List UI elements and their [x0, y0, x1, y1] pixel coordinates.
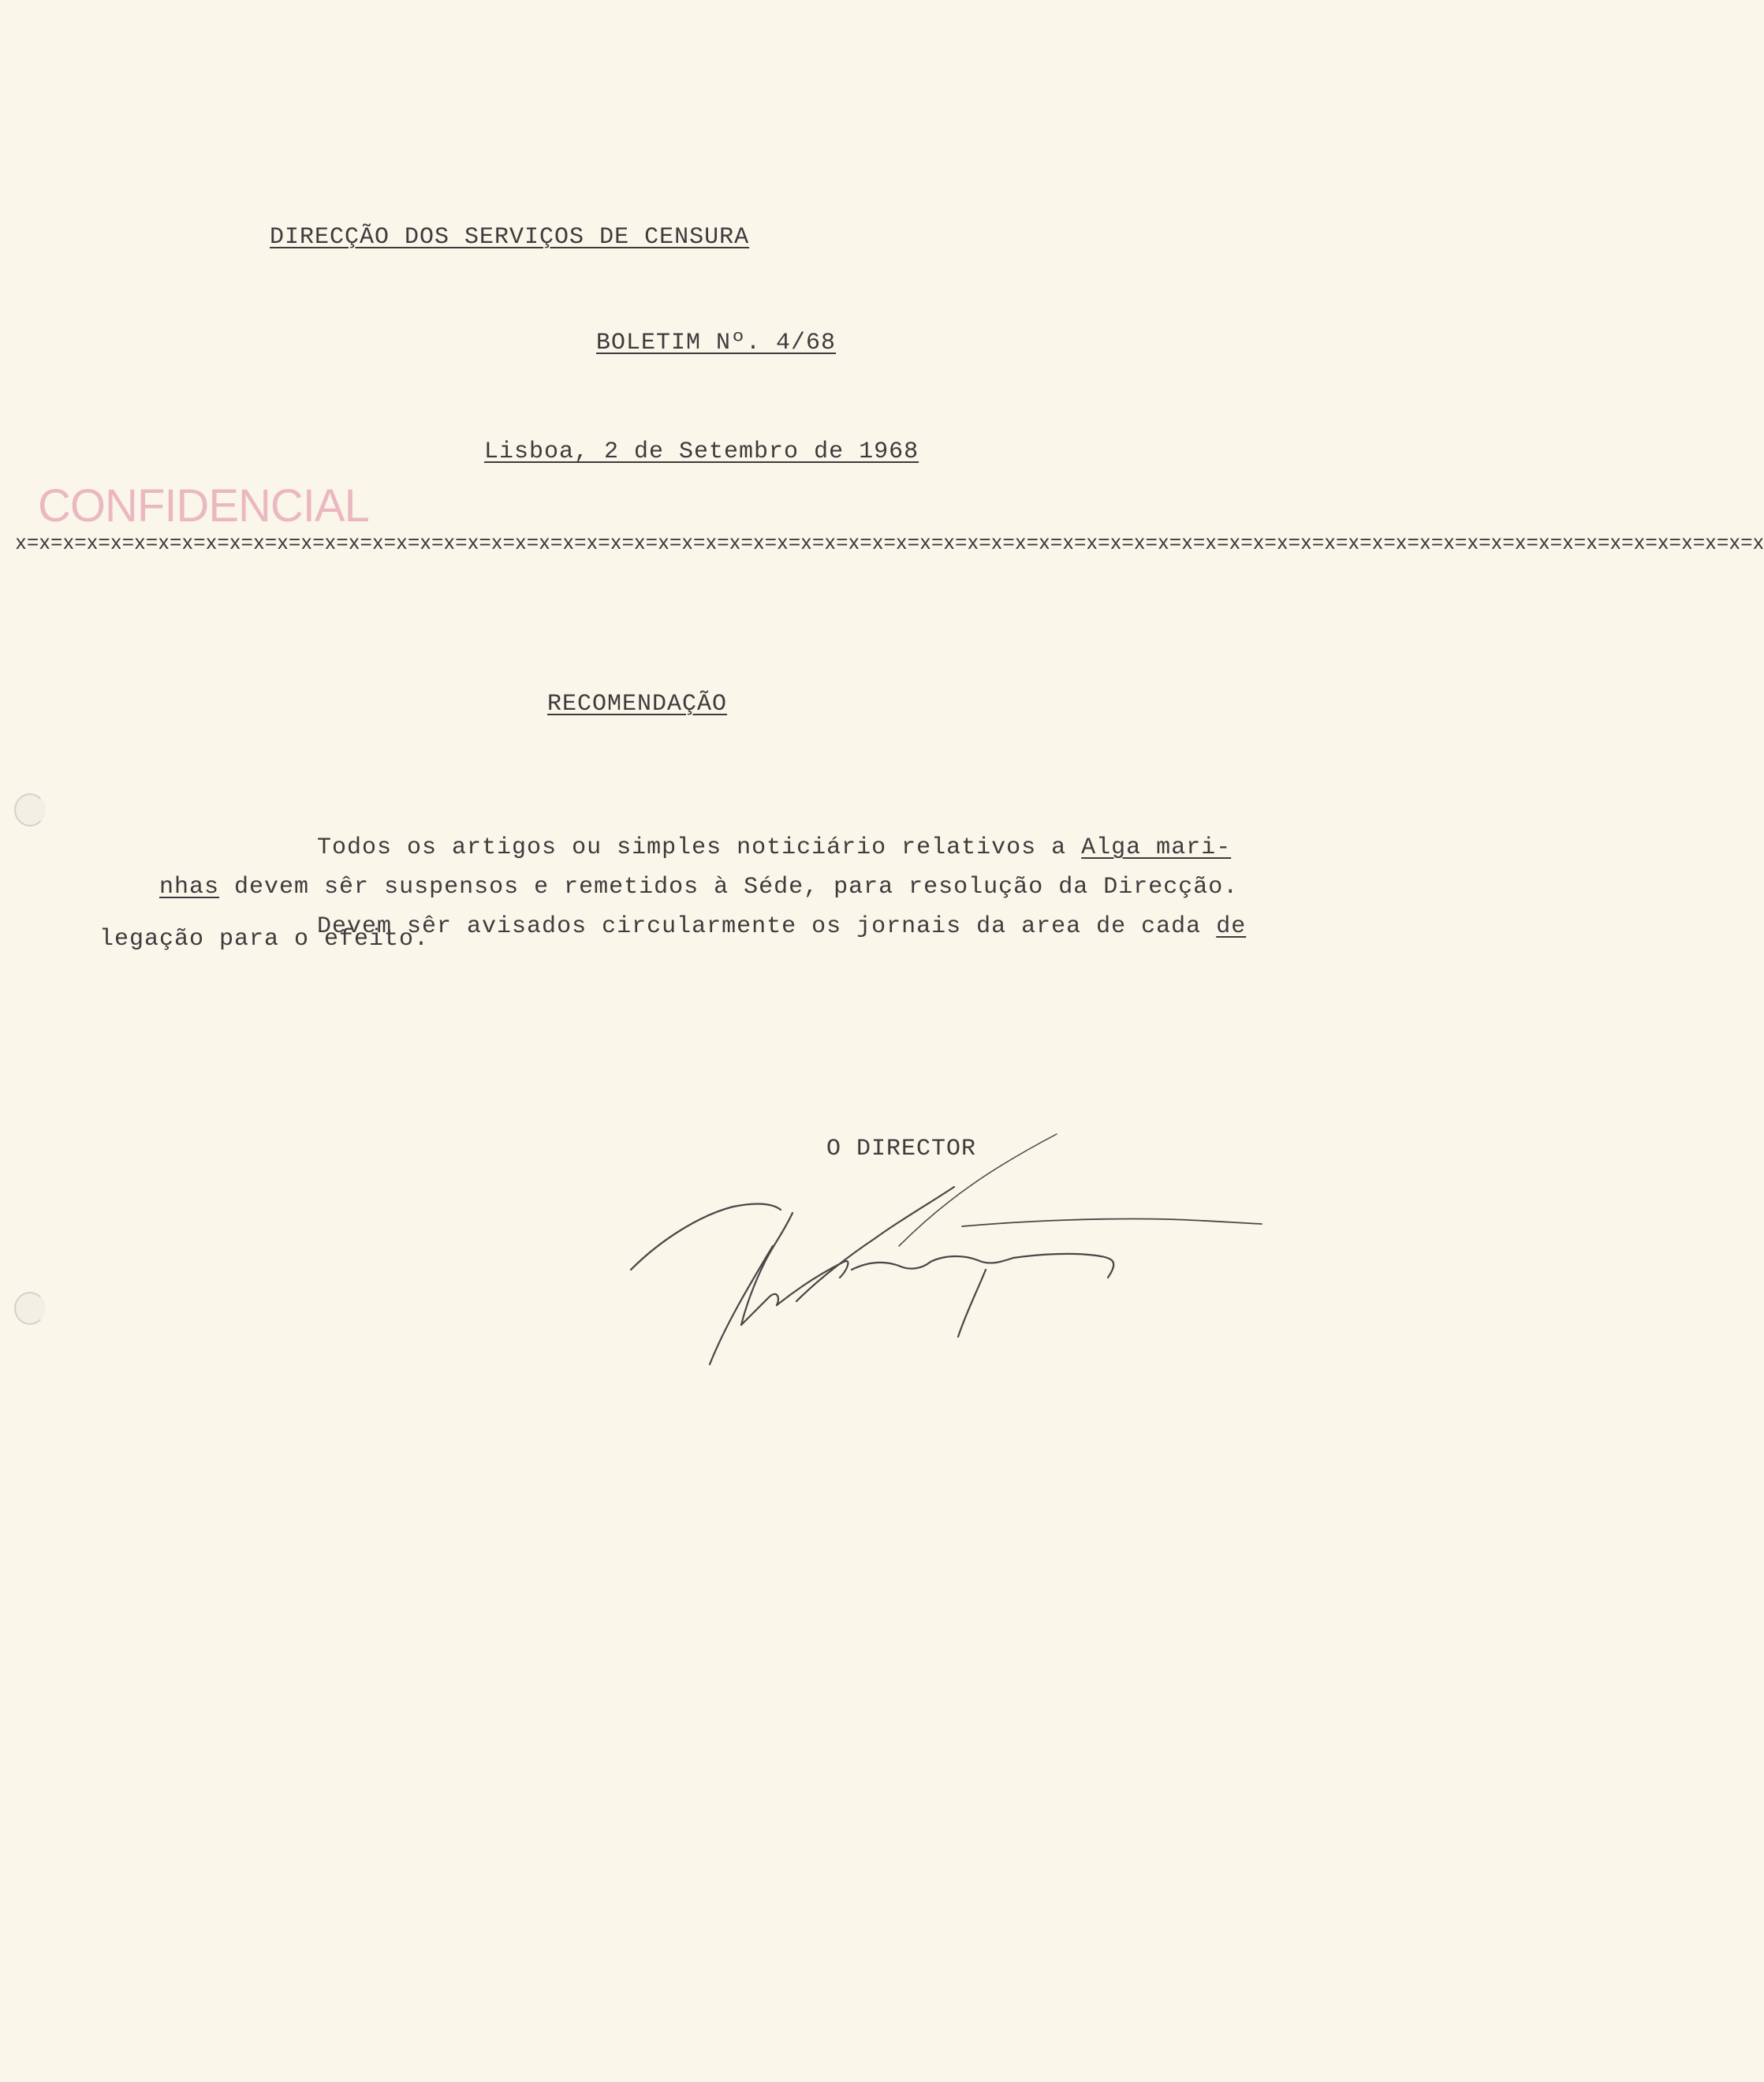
punch-hole-bottom [14, 1292, 46, 1325]
body-line-4: legação para o efeito. [99, 926, 430, 953]
body-line-1-text: Todos os artigos ou simples noticiário relativos a [317, 834, 1082, 861]
confidential-stamp: CONFIDENCIAL [38, 480, 369, 532]
body-line-2-text: devem sêr suspensos e remetidos à Séde, para resolução da Direcção. [219, 874, 1239, 901]
office-heading: DIRECÇÃO DOS SERVIÇOS DE CENSURA [270, 224, 750, 251]
body-line-3-text: Devem sêr avisados circularmente os jornais da area de cada [317, 913, 1217, 940]
underlined-subject-cont: nhas [159, 874, 220, 901]
punch-hole-top [14, 793, 46, 826]
signature-title: O DIRECTOR [826, 1136, 977, 1162]
bulletin-number: BOLETIM Nº. 4/68 [596, 330, 837, 356]
handwritten-signature [615, 1128, 1277, 1388]
underlined-syllable: de [1216, 913, 1247, 940]
place-date: Lisboa, 2 de Setembro de 1968 [484, 438, 919, 465]
section-title: RECOMENDAÇÃO [547, 691, 728, 718]
underlined-subject: Alga mari- [1081, 834, 1232, 861]
separator-line: x=x=x=x=x=x=x=x=x=x=x=x=x=x=x=x=x=x=x=x=x=x=x=x=x=x=x=x=x=x=x=x=x=x=x=x=x=x=x=x=x=x=x=x=x=x=x=x=x=x=x=x=x=x=x=x=x=x=x=x=x=x=x=x=x=x=x=x=x=x=x=x=x=x [16, 530, 1764, 554]
